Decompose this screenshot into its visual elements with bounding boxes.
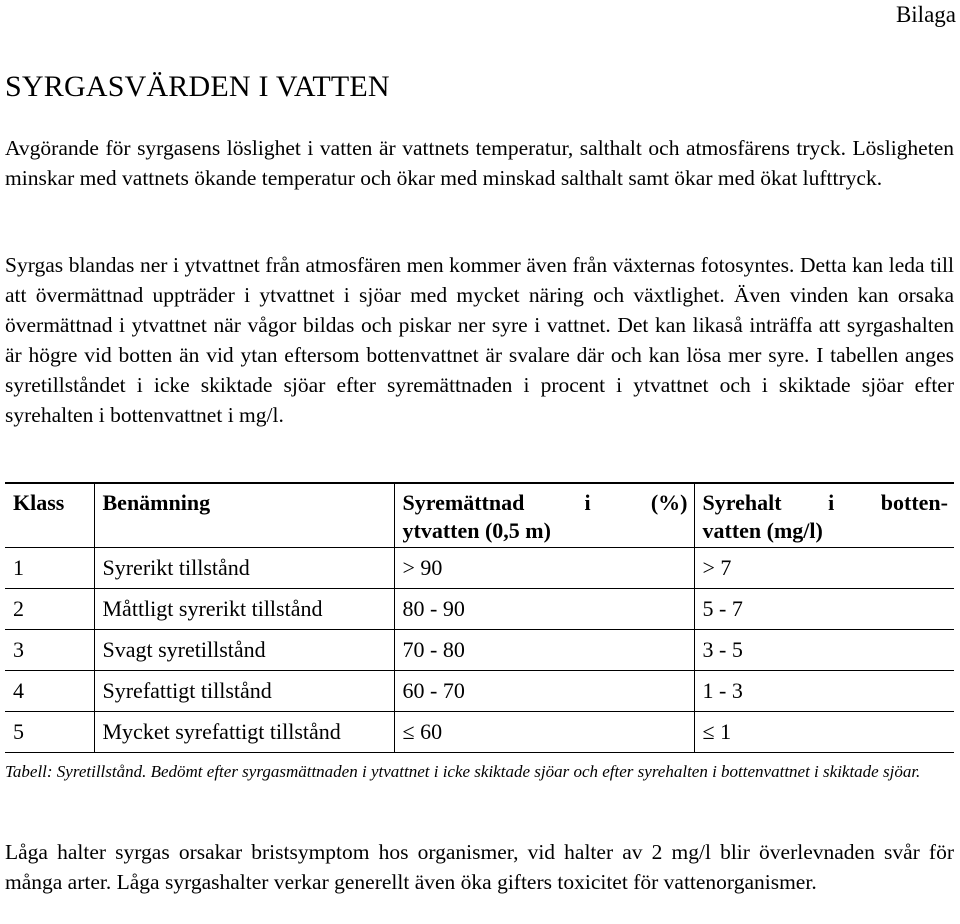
appendix-label: Bilaga — [895, 2, 956, 27]
cell-content: 5 - 7 — [694, 589, 954, 630]
cell-name: Syrerikt tillstånd — [94, 548, 394, 589]
document-title: SYRGASVÄRDEN I VATTEN — [5, 70, 390, 103]
cell-content: > 7 — [694, 548, 954, 589]
cell-content: 1 - 3 — [694, 671, 954, 712]
table-header-row — [5, 483, 954, 548]
header-content — [694, 483, 954, 548]
cell-class: 2 — [5, 589, 94, 630]
header-saturation — [394, 483, 694, 548]
cell-class: 3 — [5, 630, 94, 671]
cell-class: 5 — [5, 712, 94, 753]
cell-name: Syrefattigt tillstånd — [94, 671, 394, 712]
header-content-word1: Syrehalt — [702, 490, 782, 515]
cell-saturation: > 90 — [394, 548, 694, 589]
header-content-word2: i — [828, 490, 835, 515]
header-saturation-line2: ytvatten (0,5 m) — [402, 518, 551, 543]
table-row — [5, 630, 954, 671]
cell-name: Svagt syretillstånd — [94, 630, 394, 671]
table-row — [5, 712, 954, 753]
cell-saturation: ≤ 60 — [394, 712, 694, 753]
cell-content: 3 - 5 — [694, 630, 954, 671]
cell-saturation: 70 - 80 — [394, 630, 694, 671]
header-content-line2: vatten (mg/l) — [702, 518, 823, 543]
table-row — [5, 589, 954, 630]
cell-class: 4 — [5, 671, 94, 712]
cell-name: Måttligt syrerikt tillstånd — [94, 589, 394, 630]
table-row — [5, 671, 954, 712]
cell-name: Mycket syrefattigt tillstånd — [94, 712, 394, 753]
header-class: Klass — [5, 483, 94, 548]
header-saturation-word1: Syremättnad — [402, 490, 525, 515]
header-saturation-word3: (%) — [650, 490, 688, 515]
oxygen-status-table — [5, 482, 954, 753]
table-caption: Tabell: Syretillstånd. Bedömt efter syrgasmättnaden i ytvattnet i icke skiktade sjöar och efter syrehalten i bottenvattnet i skiktade sjöar. — [5, 762, 921, 781]
header-content-word3: botten- — [880, 490, 948, 515]
paragraph-oversaturation: Syrgas blandas ner i ytvattnet från atmosfären men kommer även från växternas fotosyntes. Detta kan leda till att övermättnad uppträder i ytvattnet i sjöar med mycket näring och växtlighet. Även vinden kan orsaka övermättnad i ytvattnet när vågor bildas och piskar ner syre i vattnet. Det kan likaså inträffa att syrgashalten är högre vid botten än vid ytan eftersom bottenvattnet är svalare där och kan lösa mer syre. I tabellen anges syretillståndet i icke skiktade sjöar efter syremättnaden i procent i ytvattnet och i skiktade sjöar efter syrehalten i bottenvattnet i mg/l. — [5, 253, 954, 427]
cell-class: 1 — [5, 548, 94, 589]
cell-content: ≤ 1 — [694, 712, 954, 753]
paragraph-low-levels: Låga halter syrgas orsakar bristsymptom hos organismer, vid halter av 2 mg/l blir överlevnaden svår för många arter. Låga syrgashalter verkar generellt även öka gifters toxicitet för vattenorganismer. — [5, 840, 954, 894]
cell-saturation: 60 - 70 — [394, 671, 694, 712]
table-row — [5, 548, 954, 589]
paragraph-solubility: Avgörande för syrgasens löslighet i vatten är vattnets temperatur, salthalt och atmosfärens tryck. Lösligheten minskar med vattnets ökande temperatur och ökar med minskad salthalt samt ökar med ökat lufttryck. — [5, 136, 954, 190]
header-name: Benämning — [94, 483, 394, 548]
header-saturation-word2: i — [584, 490, 591, 515]
cell-saturation: 80 - 90 — [394, 589, 694, 630]
